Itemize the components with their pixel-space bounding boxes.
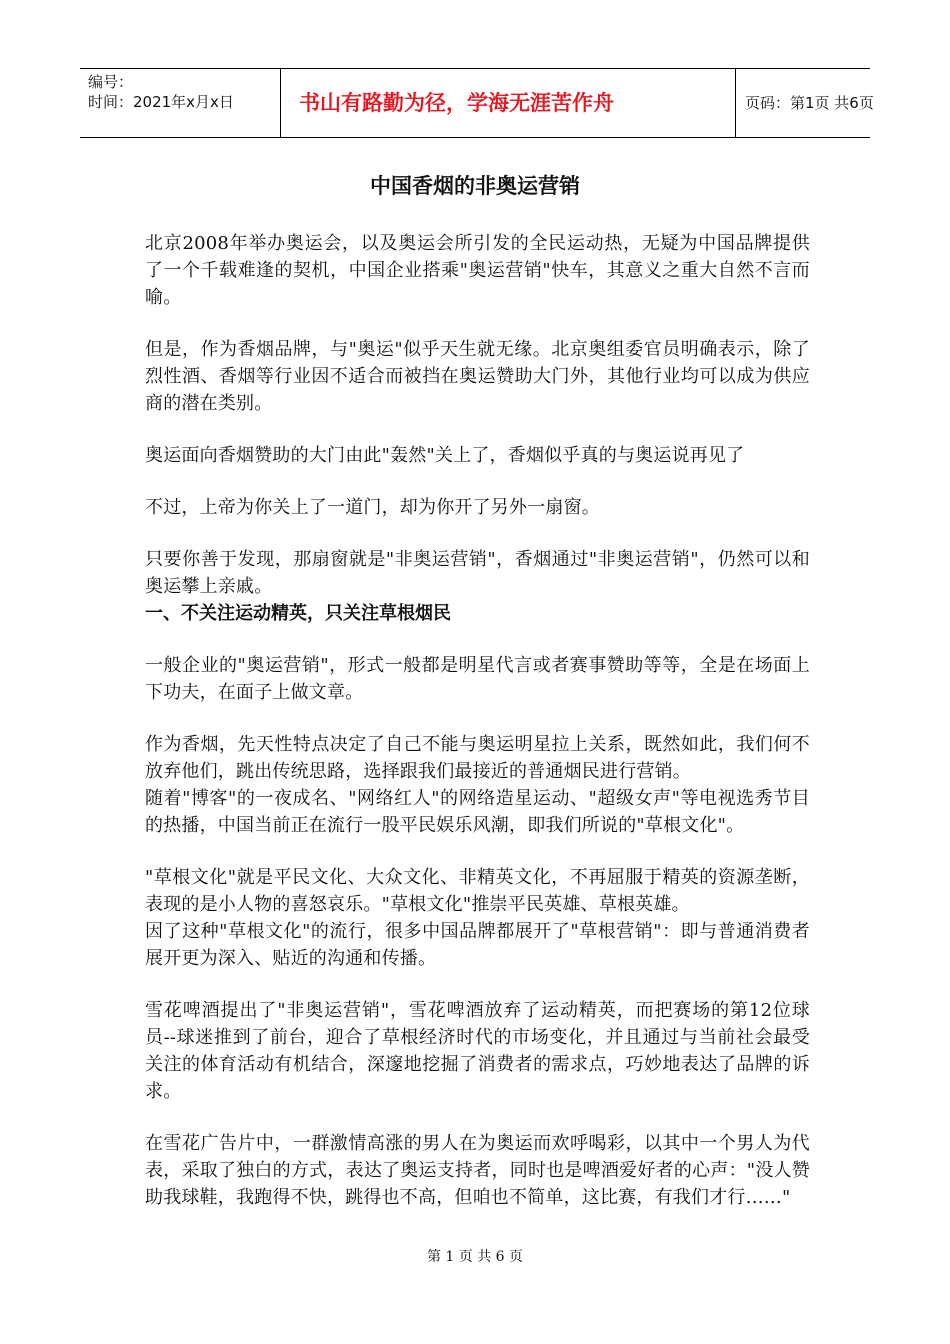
document-body xyxy=(145,230,810,1211)
paragraph: 一般企业的"奥运营销"，形式一般都是明星代言或者赛事赞助等等，全是在场面上下功夫，在面子上做文章。 xyxy=(145,655,810,703)
paragraph: 雪花啤酒提出了"非奥运营销"，雪花啤酒放弃了运动精英，而把赛场的第12位球员--球迷推到了前台，迎合了草根经济时代的市场变化，并且通过与当前社会最受关注的体育活动有机结合，深邃地挖掘了消费者的需求点，巧妙地表达了品牌的诉求。 xyxy=(145,1000,810,1102)
document-title: 中国香烟的非奥运营销 xyxy=(370,174,580,198)
page-info: 页码：第1页 共6页 xyxy=(745,94,874,112)
header-motto-cell xyxy=(280,69,736,137)
paragraph: 只要你善于发现，那扇窗就是"非奥运营销"，香烟通过"非奥运营销"，仍然可以和奥运攀上亲戚。 xyxy=(145,549,810,597)
header-page-cell xyxy=(735,69,874,137)
section-heading: 一、不关注运动精英，只关注草根烟民 xyxy=(145,603,451,624)
number-label: 编号： xyxy=(88,73,134,91)
paragraph: 在雪花广告片中，一群激情高涨的男人在为奥运而欢呼喝彩，以其中一个男人为代表，采取了独白的方式，表达了奥运支持者，同时也是啤酒爱好者的心声："没人赞助我球鞋，我跑得不快，跳得也不高，但咱也不简单，这比赛，有我们才行……" xyxy=(145,1133,810,1208)
paragraph: 北京2008年举办奥运会，以及奥运会所引发的全民运动热，无疑为中国品牌提供了一个千载难逢的契机，中国企业搭乘"奥运营销"快车，其意义之重大自然不言而喻。 xyxy=(145,233,810,308)
paragraph: 不过，上帝为你关上了一道门，却为你开了另外一扇窗。 xyxy=(145,497,600,518)
paragraph: 奥运面向香烟赞助的大门由此"轰然"关上了，香烟似乎真的与奥运说再见了 xyxy=(145,445,745,466)
paragraph: 作为香烟，先天性特点决定了自己不能与奥运明星拉上关系，既然如此，我们何不放弃他们，跳出传统思路，选择跟我们最接近的普通烟民进行营销。 xyxy=(145,734,810,782)
paragraph: "草根文化"就是平民文化、大众文化、非精英文化，不再屈服于精英的资源垄断，表现的是小人物的喜怒哀乐。"草根文化"推崇平民英雄、草根英雄。 xyxy=(145,867,810,915)
document-header xyxy=(80,68,874,138)
paragraph: 随着"博客"的一夜成名、"网络红人"的网络造星运动、"超级女声"等电视选秀节目的热播，中国当前正在流行一股平民娱乐风潮，即我们所说的"草根文化"。 xyxy=(145,788,810,836)
page-footer: 第 1 页 共 6 页 xyxy=(426,1249,524,1265)
time-label: 时间：2021年x月x日 xyxy=(88,93,234,111)
paragraph: 因了这种"草根文化"的流行，很多中国品牌都展开了"草根营销"：即与普通消费者展开更为深入、贴近的沟通和传播。 xyxy=(145,921,810,969)
paragraph: 但是，作为香烟品牌，与"奥运"似乎天生就无缘。北京奥组委官员明确表示，除了烈性酒、香烟等行业因不适合而被挡在奥运赞助大门外，其他行业均可以成为供应商的潜在类别。 xyxy=(145,339,810,414)
header-meta xyxy=(80,69,280,137)
motto: 书山有路勤为径，学海无涯苦作舟 xyxy=(299,91,614,115)
